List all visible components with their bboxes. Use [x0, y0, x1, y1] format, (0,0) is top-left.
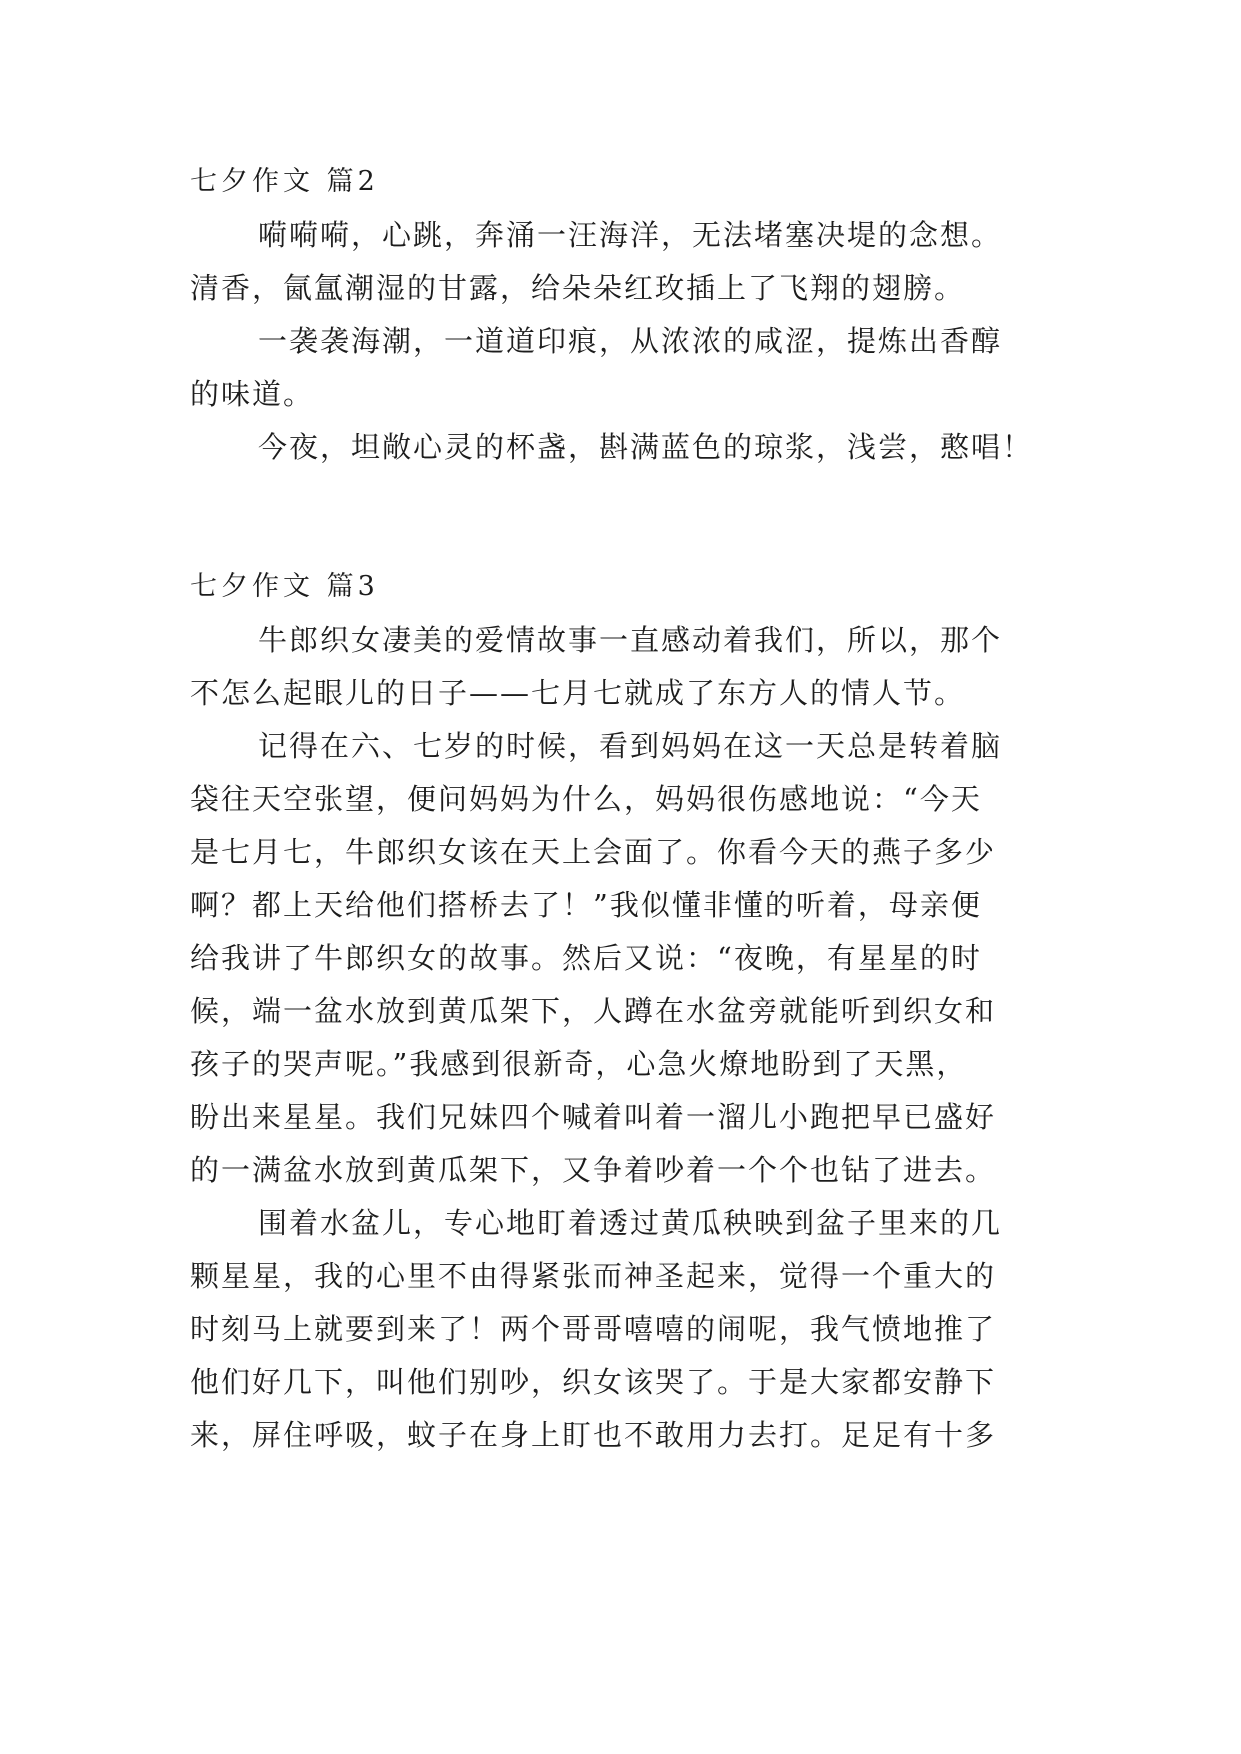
paragraph-line: 啊？都上天给他们搭桥去了！”我似懂非懂的听着，母亲便 [190, 888, 982, 922]
paragraph-line: 清香，氤氲潮湿的甘露，给朵朵红玫插上了飞翔的翅膀。 [190, 271, 966, 305]
section-heading: 七夕作文 篇3 [190, 571, 379, 602]
paragraph-line: 的一满盆水放到黄瓜架下，又争着吵着一个个也钻了进去。 [190, 1153, 997, 1187]
paragraph-line: 的味道。 [190, 377, 315, 411]
paragraph-line: 给我讲了牛郎织女的故事。然后又说：“夜晚，有星星的时 [190, 941, 982, 975]
paragraph-line: 今夜，坦敞心灵的杯盏，斟满蓝色的琼浆，浅尝，憨唱！ [258, 430, 1034, 464]
paragraph-line: 孩子的哭声呢。”我感到很新奇，心急火燎地盼到了天黑， [190, 1047, 968, 1081]
paragraph-line: 袋往天空张望，便问妈妈为什么，妈妈很伤感地说：“今天 [190, 782, 982, 816]
paragraph-line: 记得在六、七岁的时候，看到妈妈在这一天总是转着脑 [258, 729, 1003, 763]
paragraph-line: 嗬嗬嗬，心跳，奔涌一汪海洋，无法堵塞决堤的念想。 [258, 218, 1003, 252]
paragraph-line: 他们好几下，叫他们别吵，织女该哭了。于是大家都安静下 [190, 1365, 997, 1399]
paragraph-line: 盼出来星星。我们兄妹四个喊着叫着一溜儿小跑把早已盛好 [190, 1100, 997, 1134]
paragraph-line: 一袭袭海潮，一道道印痕，从浓浓的咸涩，提炼出香醇 [258, 324, 1003, 358]
paragraph-line: 来，屏住呼吸，蚊子在身上盯也不敢用力去打。足足有十多 [190, 1418, 997, 1452]
paragraph-line: 是七月七，牛郎织女该在天上会面了。你看今天的燕子多少 [190, 835, 997, 869]
paragraph-line: 颗星星，我的心里不由得紧张而神圣起来，觉得一个重大的 [190, 1259, 997, 1293]
paragraph-line: 牛郎织女凄美的爱情故事一直感动着我们，所以，那个 [258, 623, 1003, 657]
paragraph-line: 围着水盆儿，专心地盯着透过黄瓜秧映到盆子里来的几 [258, 1206, 1003, 1240]
paragraph-line: 不怎么起眼儿的日子——七月七就成了东方人的情人节。 [190, 676, 966, 710]
section-heading: 七夕作文 篇2 [190, 166, 379, 197]
paragraph-line: 时刻马上就要到来了！两个哥哥嘻嘻的闹呢，我气愤地推了 [190, 1312, 997, 1346]
paragraph-line: 候，端一盆水放到黄瓜架下，人蹲在水盆旁就能听到织女和 [190, 994, 997, 1028]
